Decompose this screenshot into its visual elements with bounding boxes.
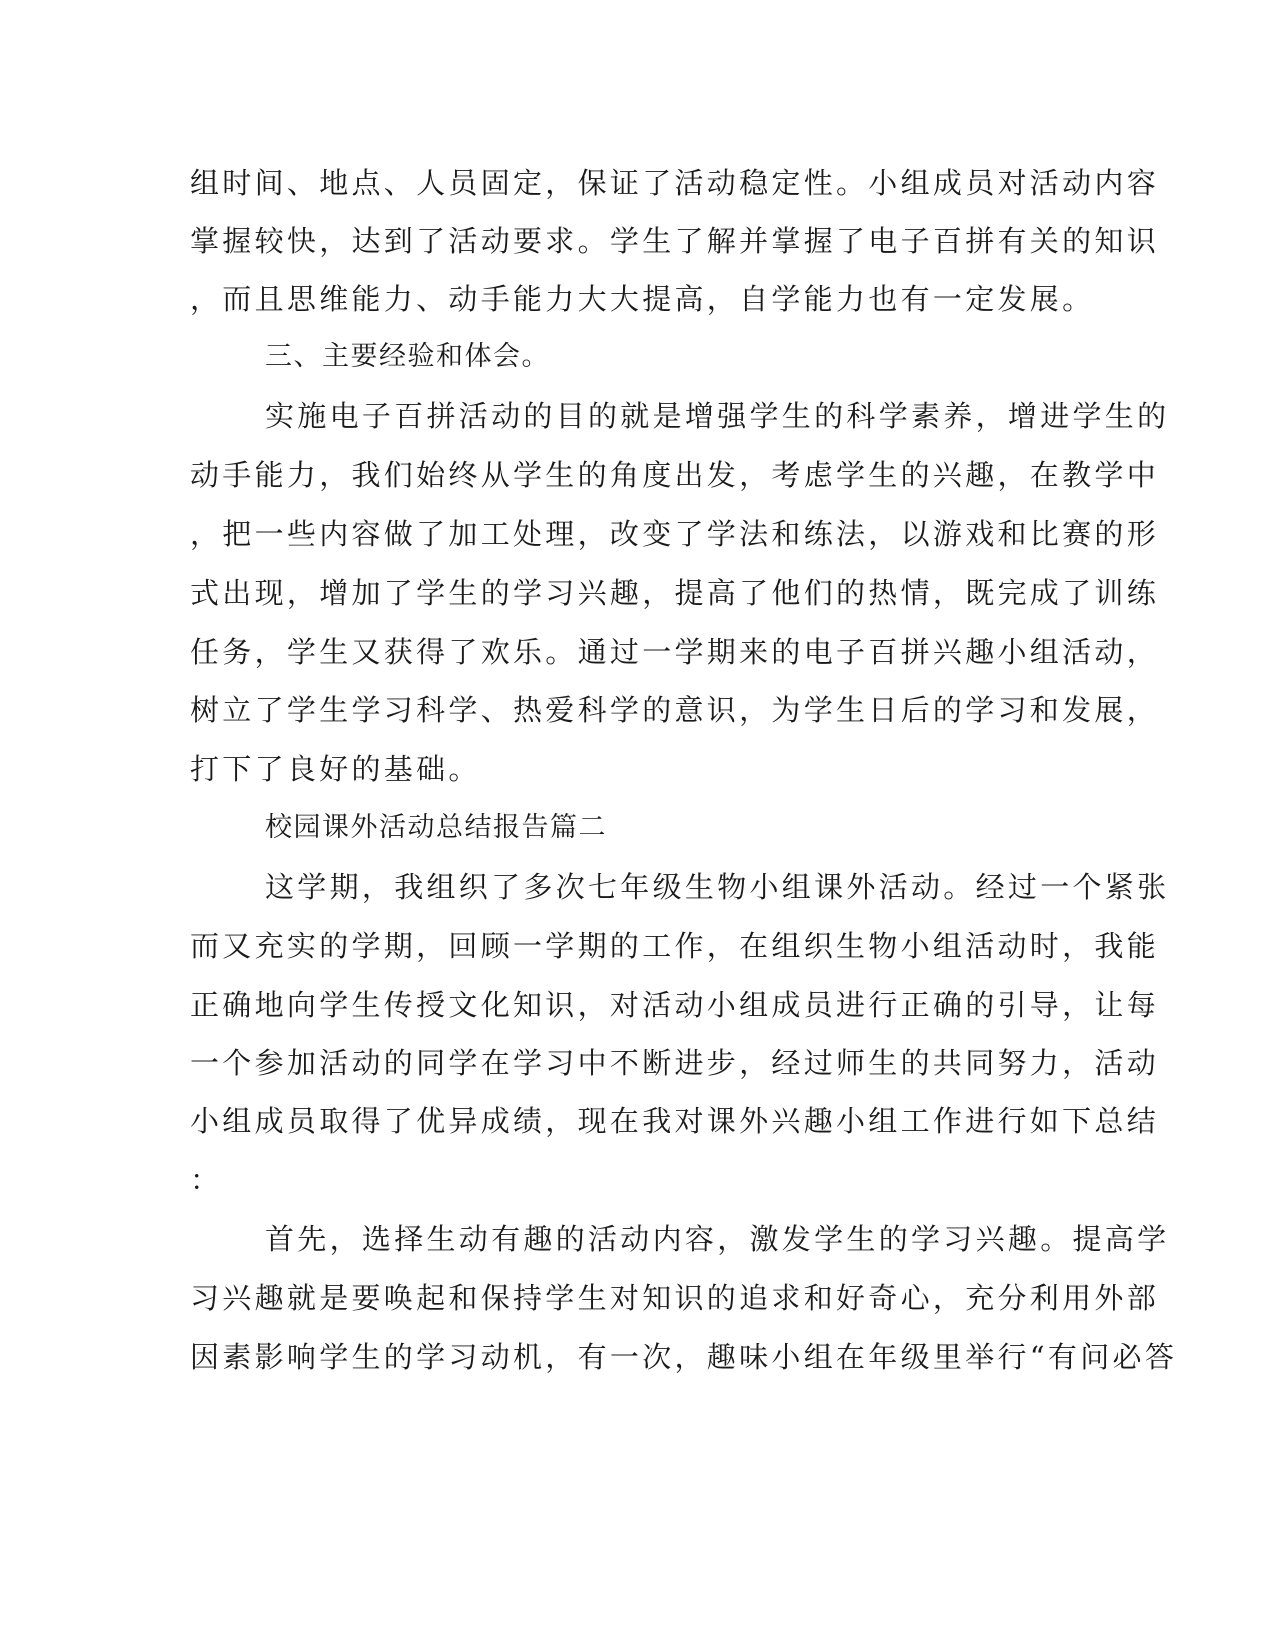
text-line: 掌握较快，达到了活动要求。学生了解并掌握了电子百拼有关的知识: [190, 224, 1160, 258]
text-line: 一个参加活动的同学在学习中不断进步，经过师生的共同努力，活动: [190, 1046, 1160, 1080]
text-line: ：: [190, 1163, 223, 1197]
text-line: 打下了良好的基础。: [190, 752, 481, 786]
text-line: 动手能力，我们始终从学生的角度出发，考虑学生的兴趣，在教学中: [190, 458, 1160, 492]
text-line: ，把一些内容做了加工处理，改变了学法和练法，以游戏和比赛的形: [190, 517, 1160, 551]
section-heading: 校园课外活动总结报告篇二: [265, 812, 607, 843]
section-heading: 三、主要经验和体会。: [265, 341, 550, 372]
text-line: 实施电子百拼活动的目的就是增强学生的科学素养，增进学生的: [265, 399, 1170, 433]
text-line: 式出现，增加了学生的学习兴趣，提高了他们的热情，既完成了训练: [190, 576, 1160, 610]
text-line: 首先，选择生动有趣的活动内容，激发学生的学习兴趣。提高学: [265, 1222, 1170, 1256]
text-line: 树立了学生学习科学、热爱科学的意识，为学生日后的学习和发展，: [190, 693, 1160, 727]
text-line: 小组成员取得了优异成绩，现在我对课外兴趣小组工作进行如下总结: [190, 1104, 1160, 1138]
text-line: 因素影响学生的学习动机，有一次，趣味小组在年级里举行“有问必答: [190, 1340, 1178, 1374]
text-line: 组时间、地点、人员固定，保证了活动稳定性。小组成员对活动内容: [190, 166, 1160, 200]
text-line: 任务，学生又获得了欢乐。通过一学期来的电子百拼兴趣小组活动，: [190, 635, 1160, 669]
text-line: 习兴趣就是要唤起和保持学生对知识的追求和好奇心，充分利用外部: [190, 1281, 1160, 1315]
text-line: 正确地向学生传授文化知识，对活动小组成员进行正确的引导，让每: [190, 988, 1160, 1022]
text-line: 而又充实的学期，回顾一学期的工作，在组织生物小组活动时，我能: [190, 929, 1160, 963]
text-line: 这学期，我组织了多次七年级生物小组课外活动。经过一个紧张: [265, 870, 1170, 904]
text-line: ，而且思维能力、动手能力大大提高，自学能力也有一定发展。: [190, 282, 1095, 316]
